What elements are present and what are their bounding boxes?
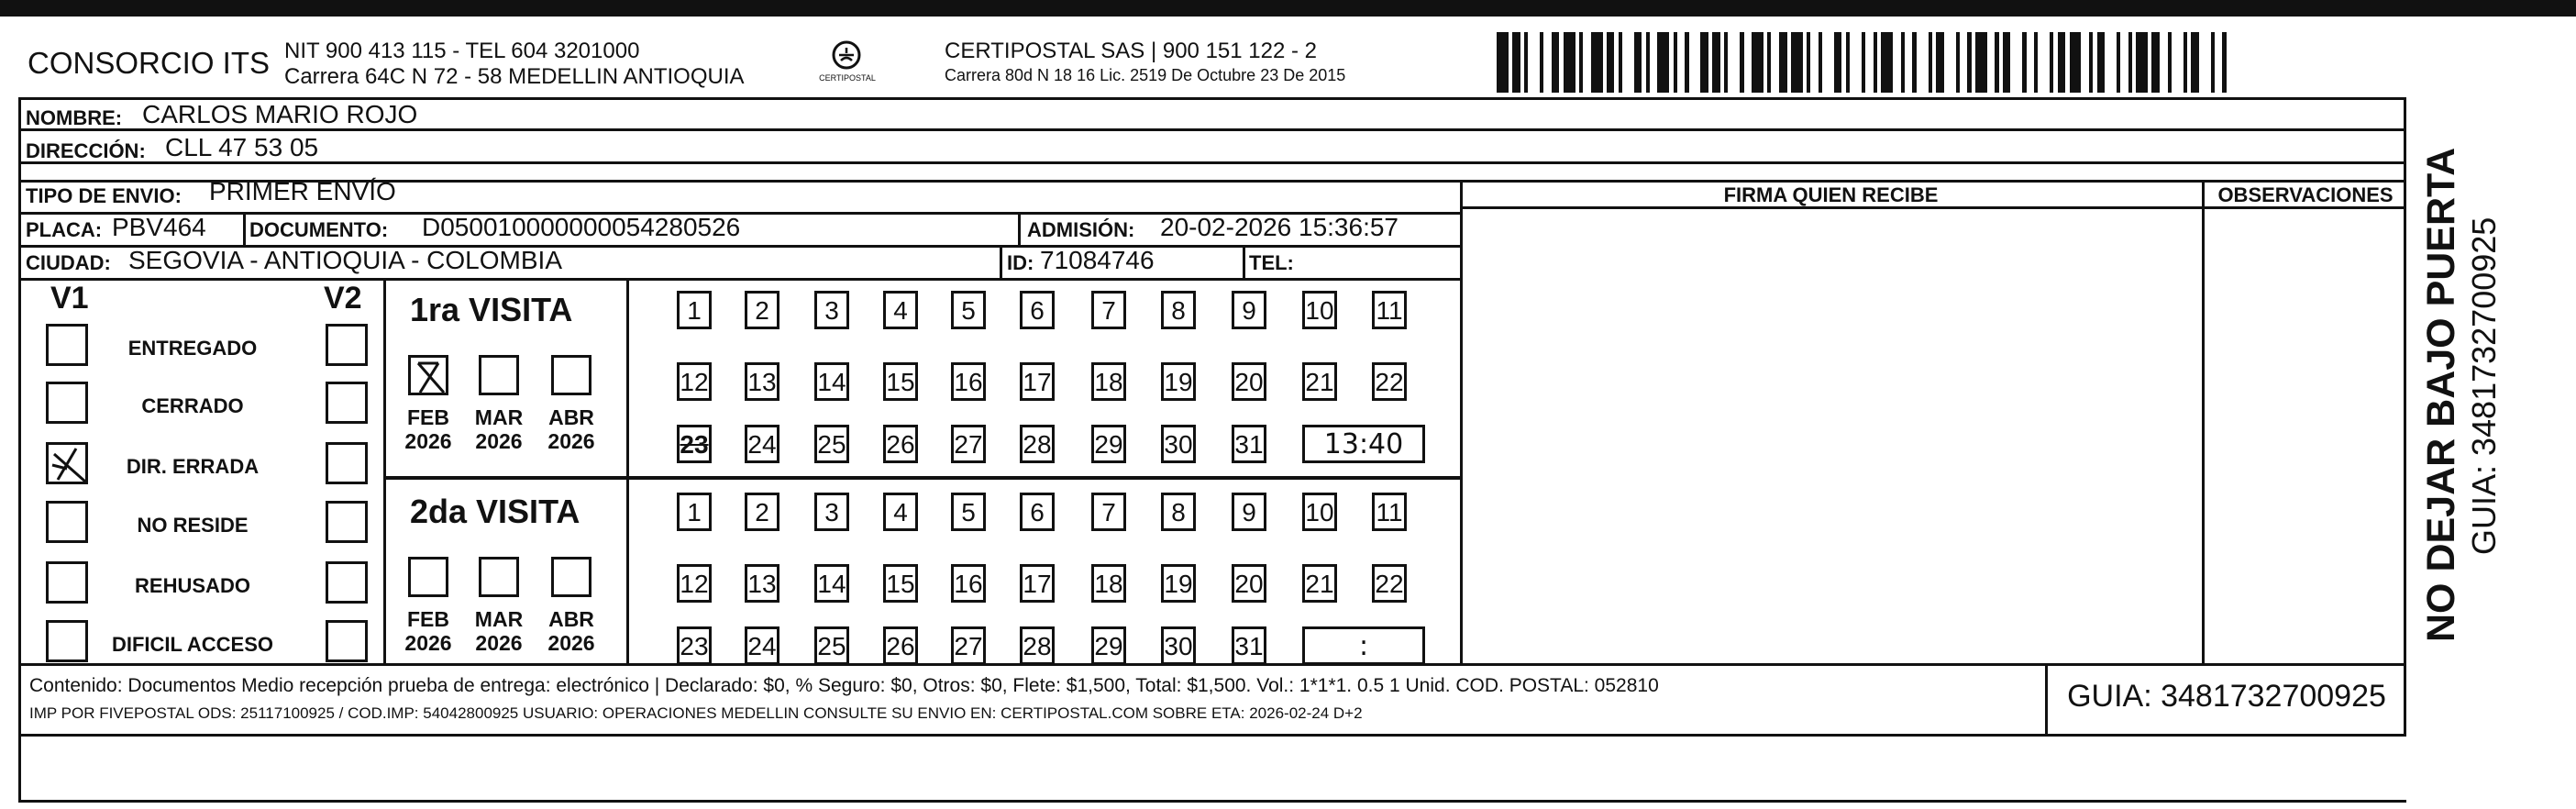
day-box[interactable]: 24: [745, 626, 779, 665]
status-visit-divider: [383, 278, 386, 663]
day-box[interactable]: 10: [1302, 493, 1337, 531]
day-box[interactable]: 15: [883, 362, 918, 401]
barcode-bar: [1712, 32, 1720, 93]
barcode-bar: [2022, 32, 2026, 93]
day-box[interactable]: 6: [1020, 291, 1055, 329]
month-label: ABR: [548, 405, 594, 429]
cell-divider: [1243, 245, 1245, 278]
barcode-bar: [2058, 32, 2066, 93]
year-label: 2026: [475, 429, 523, 453]
day-box[interactable]: 19: [1161, 564, 1196, 603]
barcode-bar: [1791, 32, 1803, 93]
v2-checkbox[interactable]: [326, 561, 368, 604]
id-label: ID:: [1007, 251, 1034, 274]
footer-guia: GUIA: 3481732700925: [2067, 679, 2386, 714]
day-box[interactable]: 22: [1372, 564, 1407, 603]
side-guia: GUIA: 3481732700925: [2465, 216, 2503, 555]
document-label: DOCUMENTO:: [249, 218, 389, 241]
check-mark-icon: [411, 358, 451, 398]
day-box[interactable]: 12: [677, 362, 712, 401]
time-box[interactable]: :: [1302, 626, 1425, 665]
barcode-bar: [2211, 32, 2215, 93]
status-label: REHUSADO: [135, 574, 250, 597]
month-day-divider: [626, 278, 629, 663]
barcode-bar: [1700, 32, 1708, 93]
cell-divider: [243, 212, 246, 245]
v1-checkbox[interactable]: [46, 442, 88, 484]
day-box[interactable]: 23: [677, 425, 712, 463]
month-checkbox[interactable]: [408, 557, 448, 597]
day-box[interactable]: 3: [814, 291, 849, 329]
barcode-bar: [1975, 32, 1987, 93]
barcode-bar: [2034, 32, 2038, 93]
v2-checkbox[interactable]: [326, 442, 368, 484]
barcode-bar: [2168, 32, 2172, 93]
day-box[interactable]: 4: [883, 291, 918, 329]
status-label: NO RESIDE: [137, 514, 249, 537]
barcode-bar: [2222, 32, 2226, 93]
barcode-bar: [1846, 32, 1850, 93]
v1-checkbox[interactable]: [46, 382, 88, 424]
barcode-bar: [2097, 32, 2106, 93]
row-divider: [18, 663, 2406, 666]
barcode-bar: [1607, 32, 1615, 93]
barcode-bar: [1634, 32, 1642, 93]
city-value: SEGOVIA - ANTIOQUIA - COLOMBIA: [128, 246, 562, 274]
v1-label: V1: [50, 281, 89, 316]
barcode-bar: [1512, 32, 1520, 93]
name-label: NOMBRE:: [26, 106, 123, 129]
month-checkbox[interactable]: [551, 355, 591, 395]
month-label: FEB: [407, 607, 449, 631]
barcode-bar: [1646, 32, 1650, 93]
content-line: Contenido: Documentos Medio recepción prueba de entrega: electrónico | Declarado: $0, % Seguro: $0, Otros: $0, Flete: $1,500, Total: $1,500. Vol.: 1*1*1. 0.5 1 Unid. COD. POSTAL: 052810: [29, 675, 1659, 696]
month-checkbox[interactable]: [479, 557, 519, 597]
day-box[interactable]: 13: [745, 564, 779, 603]
v2-checkbox[interactable]: [326, 620, 368, 662]
v1-checkbox[interactable]: [46, 561, 88, 604]
barcode-bar: [2128, 32, 2132, 93]
day-box[interactable]: 1: [677, 493, 712, 531]
day-box[interactable]: 5: [951, 291, 986, 329]
barcode-bar: [2184, 32, 2187, 93]
barcode-bar: [1936, 32, 1944, 93]
day-box[interactable]: 16: [951, 564, 986, 603]
month-label: FEB: [407, 405, 449, 429]
certipostal-logo: [819, 35, 874, 90]
barcode: [1497, 32, 2230, 93]
day-box[interactable]: 21: [1302, 564, 1337, 603]
day-box[interactable]: 20: [1232, 362, 1266, 401]
signature-area[interactable]: [1463, 209, 2202, 663]
check-mark-icon: [49, 445, 91, 487]
day-box[interactable]: 11: [1372, 493, 1407, 531]
day-box[interactable]: 7: [1091, 493, 1126, 531]
day-box[interactable]: 23: [677, 626, 712, 665]
day-box[interactable]: 17: [1020, 564, 1055, 603]
barcode-bar: [1912, 32, 1916, 93]
day-box[interactable]: 30: [1161, 425, 1196, 463]
day-box[interactable]: 14: [814, 564, 849, 603]
month-checkbox[interactable]: [408, 355, 448, 395]
visit-title: 2da VISITA: [410, 493, 580, 530]
day-box[interactable]: 20: [1232, 564, 1266, 603]
address-value: CLL 47 53 05: [165, 133, 319, 161]
day-box[interactable]: 3: [814, 493, 849, 531]
day-box[interactable]: 19: [1161, 362, 1196, 401]
address-label: DIRECCIÓN:: [26, 139, 146, 162]
month-label: MAR: [474, 607, 524, 631]
city-label: CIUDAD:: [26, 251, 111, 274]
certipostal-name: CERTIPOSTAL SAS | 900 151 122 - 2: [945, 39, 1317, 63]
cell-divider: [1000, 245, 1002, 278]
barcode-bar: [1540, 32, 1543, 93]
day-box[interactable]: 21: [1302, 362, 1337, 401]
day-box[interactable]: 8: [1161, 291, 1196, 329]
company-name: CONSORCIO ITS: [28, 46, 271, 80]
barcode-bar: [2191, 32, 2199, 93]
time-box[interactable]: 13:40: [1302, 425, 1425, 463]
plate-value: PBV464: [112, 213, 206, 241]
visit-title: 1ra VISITA: [410, 291, 573, 328]
barcode-bar: [1929, 32, 1932, 93]
top-edge-strip: [0, 0, 2576, 17]
day-box[interactable]: 14: [814, 362, 849, 401]
barcode-bar: [1901, 32, 1905, 93]
month-label: MAR: [474, 405, 524, 429]
signature-header: FIRMA QUIEN RECIBE: [1723, 183, 1939, 206]
barcode-bar: [1685, 32, 1688, 93]
status-label: CERRADO: [141, 394, 244, 417]
day-box[interactable]: 9: [1232, 291, 1266, 329]
barcode-bar: [1807, 32, 1810, 93]
day-box[interactable]: 27: [951, 626, 986, 665]
barcode-bar: [1579, 32, 1583, 93]
name-value: CARLOS MARIO ROJO: [142, 100, 418, 128]
barcode-bar: [1834, 32, 1842, 93]
barcode-bar: [2151, 32, 2160, 93]
barcode-bar: [2070, 32, 2082, 93]
barcode-bar: [2003, 32, 2011, 93]
v2-label: V2: [324, 281, 362, 316]
tel-label: TEL:: [1249, 251, 1294, 274]
plate-label: PLACA:: [26, 218, 103, 241]
barcode-bar: [1497, 32, 1509, 93]
barcode-bar: [2089, 32, 2093, 93]
row-divider: [1460, 180, 2406, 183]
barcode-bar: [1564, 32, 1575, 93]
day-box[interactable]: 12: [677, 564, 712, 603]
day-box[interactable]: 6: [1020, 493, 1055, 531]
barcode-bar: [2050, 32, 2053, 93]
barcode-bar: [1752, 32, 1763, 93]
type-value: PRIMER ENVÍO: [209, 177, 396, 205]
barcode-bar: [1619, 32, 1622, 93]
day-box[interactable]: 9: [1232, 493, 1266, 531]
day-box[interactable]: 29: [1091, 425, 1126, 463]
v2-checkbox[interactable]: [326, 382, 368, 424]
day-box[interactable]: 15: [883, 564, 918, 603]
cell-divider: [1018, 212, 1021, 245]
side-warning: NO DEJAR BAJO PUERTA: [2419, 147, 2463, 642]
day-box[interactable]: 31: [1232, 626, 1266, 665]
v2-checkbox[interactable]: [326, 324, 368, 366]
barcode-bar: [1779, 32, 1787, 93]
day-box[interactable]: 4: [883, 493, 918, 531]
admission-label: ADMISIÓN:: [1027, 218, 1135, 241]
day-box[interactable]: 30: [1161, 626, 1196, 665]
barcode-bar: [1552, 32, 1560, 93]
barcode-bar: [1724, 32, 1728, 93]
visit-divider: [386, 476, 1460, 480]
barcode-bar: [1956, 32, 1960, 93]
barcode-bar: [2136, 32, 2148, 93]
observations-header: OBSERVACIONES: [2217, 183, 2394, 206]
day-box[interactable]: 26: [883, 626, 918, 665]
document-value: D050010000000054280526: [422, 213, 741, 241]
month-label: ABR: [548, 607, 594, 631]
imp-line: IMP POR FIVEPOSTAL ODS: 25117100925 / COD.IMP: 54042800925 USUARIO: OPERACIONES MEDELLIN CONSULTE SU ENVIO EN: CERTIPOSTAL.COM SOBRE ETA: 2026-02-24 D+2: [29, 704, 1363, 722]
day-box[interactable]: 31: [1232, 425, 1266, 463]
v1-checkbox[interactable]: [46, 501, 88, 543]
barcode-bar: [1819, 32, 1822, 93]
barcode-bar: [1881, 32, 1893, 93]
admission-value: 20-02-2026 15:36:57: [1160, 213, 1399, 241]
row-divider: [18, 161, 2406, 164]
day-box[interactable]: 27: [951, 425, 986, 463]
day-box[interactable]: 11: [1372, 291, 1407, 329]
day-box[interactable]: 17: [1020, 362, 1055, 401]
barcode-bar: [1674, 32, 1677, 93]
status-label: DIR. ERRADA: [126, 455, 260, 478]
company-address: Carrera 64C N 72 - 58 MEDELLIN ANTIOQUIA: [284, 64, 745, 89]
day-box[interactable]: 22: [1372, 362, 1407, 401]
status-label: ENTREGADO: [127, 337, 258, 360]
id-value: 71084746: [1040, 246, 1155, 274]
certipostal-logo-text: CERTIPOSTAL: [819, 73, 876, 83]
barcode-bar: [1740, 32, 1743, 93]
barcode-bar: [1591, 32, 1603, 93]
barcode-bar: [1967, 32, 1971, 93]
day-box[interactable]: 28: [1020, 626, 1055, 665]
day-box[interactable]: 7: [1091, 291, 1126, 329]
day-box[interactable]: 28: [1020, 425, 1055, 463]
day-box[interactable]: 2: [745, 493, 779, 531]
barcode-bar: [1767, 32, 1771, 93]
year-label: 2026: [547, 429, 595, 453]
day-box[interactable]: 25: [814, 425, 849, 463]
day-box[interactable]: 26: [883, 425, 918, 463]
barcode-bar: [1657, 32, 1669, 93]
month-checkbox[interactable]: [551, 557, 591, 597]
observations-area[interactable]: [2205, 209, 2406, 663]
barcode-bar: [1524, 32, 1528, 93]
year-label: 2026: [475, 631, 523, 655]
day-box[interactable]: 8: [1161, 493, 1196, 531]
certipostal-address: Carrera 80d N 18 16 Lic. 2519 De Octubre 23 De 2015: [945, 66, 1346, 84]
v1-checkbox[interactable]: [46, 620, 88, 662]
year-label: 2026: [547, 631, 595, 655]
day-box[interactable]: 5: [951, 493, 986, 531]
v2-checkbox[interactable]: [326, 501, 368, 543]
company-nit-tel: NIT 900 413 115 - TEL 604 3201000: [284, 39, 640, 63]
lower-frame-line: [18, 737, 21, 803]
barcode-bar: [1862, 32, 1865, 93]
type-label: TIPO DE ENVIO:: [26, 184, 182, 207]
barcode-bar: [1995, 32, 1998, 93]
day-box[interactable]: 24: [745, 425, 779, 463]
barcode-bar: [1874, 32, 1877, 93]
year-label: 2026: [404, 429, 452, 453]
day-box[interactable]: 16: [951, 362, 986, 401]
barcode-bar: [2117, 32, 2120, 93]
day-box[interactable]: 13: [745, 362, 779, 401]
day-box[interactable]: 18: [1091, 362, 1126, 401]
status-label: DIFICIL ACCESO: [111, 633, 273, 656]
day-box[interactable]: 2: [745, 291, 779, 329]
row-divider: [18, 278, 1460, 281]
day-box[interactable]: 1: [677, 291, 712, 329]
day-box[interactable]: 29: [1091, 626, 1126, 665]
month-checkbox[interactable]: [479, 355, 519, 395]
day-box[interactable]: 25: [814, 626, 849, 665]
v1-checkbox[interactable]: [46, 324, 88, 366]
year-label: 2026: [404, 631, 452, 655]
day-box[interactable]: 10: [1302, 291, 1337, 329]
lower-frame-line: [18, 800, 2406, 803]
day-box[interactable]: 18: [1091, 564, 1126, 603]
